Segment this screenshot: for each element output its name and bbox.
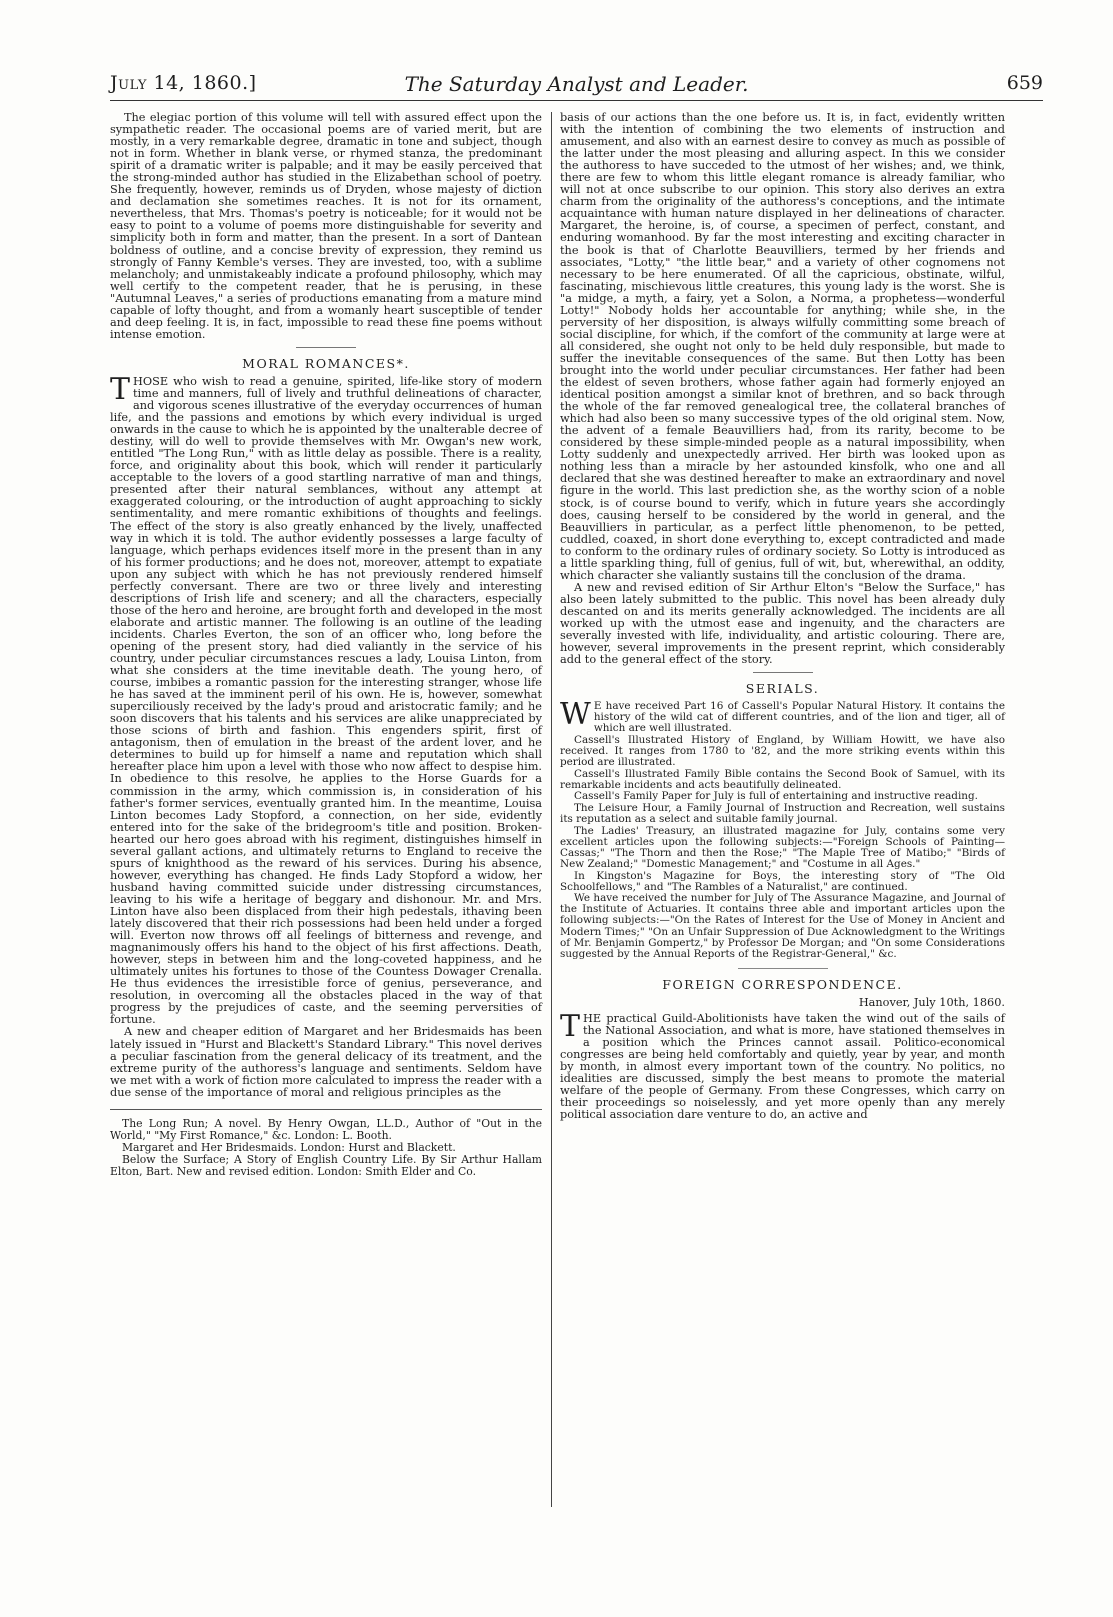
drop-cap: T [110, 371, 131, 407]
page-number: 659 [1006, 72, 1043, 94]
footnote [110, 1118, 542, 1178]
left-column [110, 112, 542, 1178]
serial-entry: The Leisure Hour, a Family Journal of Instruction and Recreation, well sustains its reputation as a select and suitable family journal. [560, 802, 1005, 826]
footnote-entry: The Long Run; A novel. By Henry Owgan, LL.D., Author of "Out in the World," "My First Romance," &c. London: L. Booth. [110, 1116, 542, 1142]
elegiac-review-paragraph: The elegiac portion of this volume will tell with assured effect upon the sympathetic reader. The occasional poems are of varied merit, but are mostly, in a very remarkable degree, dramatic in tone and subject, though not in form. Whether in blank verse, or rhymed stanza, the predominant spirit of a dramatic writer is palpable; and it may be easily perceived that the strong-minded author has studied in the Elizabethan school of poetry. She frequently, however, reminds us of Dryden, whose majesty of diction and declamation she sometimes reaches. It is not for its ornament, nevertheless, that Mrs. Thomas's poetry is noticeable; for it would not be easy to point to a volume of poems more distinguishable for severity and simplicity both in form and matter, than the present. In a sort of Dantean boldness of outline, and a concise brevity of expression, they remind us strongly of Fanny Kemble's verses. They are invested, too, with a sublime melancholy; and unmistakeably indicate a profound philosophy, which may well certify to the competent reader, that he is perusing, in these "Autumnal Leaves," a series of productions emanating from a mature mind capable of lofty thought, and from a womanly heart susceptible of tender and deep feeling. It is, in fact, impossible to read these fine poems without intense emotion. [110, 111, 542, 341]
continued-review-paragraph: basis of our actions than the one before us. It is, in fact, evidently written with the intention of combining the two elements of instruction and amusement, and also with an earnest desire to convey as much as possible of the latter under the most pleasing and alluring aspect. In this we consider the authoress to have succeded to the utmost of her wishes; and, we think, there are few to whom this little elegant romance is already familiar, who will not at once subscribe to our opinion. This story also derives an extra charm from the originality of the authoress's conceptions, and the intimate acquaintance with human nature displayed in her delineations of character. Margaret, the heroine, is, of course, a specimen of perfect, constant, and enduring womanhood. By far the most interesting and exciting character in the book is that of Charlotte Beauvilliers, termed by her friends and associates, "Lotty," "the little bear," and a variety of other cognomens not necessary to be here enumerated. Of all the capricious, obstinate, wilful, fascinating, mischievous little creatures, this young lady is the worst. She is "a midge, a myth, a fairy, yet a Solon, a Norma, a prophetess—wonderful Lotty!" Nobody holds her accountable for anything; while she, in the perversity of her disposition, is always wilfully committing some breach of social discipline, for which, if the comfort of the community at large were at all considered, she ought not only to be held duly responsible, but made to suffer the inevitable consequences of the same. But then Lotty has been brought into the world under peculiar circumstances. Her father had been the eldest of seven brothers, whose father again had formerly enjoyed an identical position amongst a similar knot of brethren, and so back through the whole of the far removed genealogical tree, the collateral branches of which had also been so many successive types of the old original stem. Now, the advent of a female Beauvilliers had, from its rarity, become to be considered by these simple-minded people as a natural impossibility, when Lotty suddenly and unexpectedly arrived. Her birth was looked upon as nothing less than a miracle by her astounded kinsfolk, who one and all declared that she was destined hereafter to make an extraordinary and novel figure in the world. This last prediction she, as the worthy scion of a noble stock, is of course bound to verify, which in future years she accordingly does, causing herself to be considered by the world in general, and the Beauvilliers in particular, as a perfect little phenomenon, to be petted, cuddled, coaxed, in short done everything to, except contradicted and made to conform to the ordinary rules of ordinary society. So Lotty is introduced as a little sparkling thing, full of genius, full of wit, but, wherewithal, an oddity, which character she valiantly sustains till the conclusion of the drama. [560, 111, 1005, 582]
issue-date: July 14, 1860.] [110, 72, 257, 94]
serial-entry: Cassell's Illustrated Family Bible contains the Second Book of Samuel, with its remarkable incidents and acts beautifully delineated. [560, 767, 1005, 791]
serial-entry: In Kingston's Magazine for Boys, the interesting story of "The Old Schoolfellows," and "The Rambles of a Naturalist," are continued. [560, 869, 1005, 893]
page-header [110, 64, 1043, 101]
drop-cap: W [560, 697, 591, 733]
publication-title: The Saturday Analyst and Leader. [404, 72, 749, 96]
drop-cap: T [560, 1008, 581, 1044]
footnote-entry: Below the Surface; A Story of English Country Life. By Sir Arthur Hallam Elton, Bart. New and revised edition. London: Smith Elder and Co. [110, 1152, 542, 1178]
serial-entry [560, 697, 1005, 735]
serial-entry: Cassell's Family Paper for July is full of entertaining and instructive reading. [574, 790, 978, 803]
serial-entry: We have received the number for July of The Assurance Magazine, and Journal of the Institute of Actuaries. It contains three able and important articles upon the following subjects:—"On the Rates of Interest for the Use of Money in Ancient and Modern Times;" "On an Unfair Suppression of Due Acknowledgment to the Writings of Mr. Benjamin Gompertz," by Professor De Morgan; and "On some Considerations suggested by the Annual Reports of the Registrar-General," &c. [560, 892, 1005, 960]
footnote-rule [110, 1109, 542, 1110]
margaret-review-paragraph: A new and cheaper edition of Margaret and her Bridesmaids has been lately issued in "Hurst and Blackett's Standard Library." This novel derives a peculiar fascination from the general delicacy of its treatment, and the extreme purity of the authoress's language and sentiments. Seldom have we met with a work of fiction more calculated to impress the reader with a due sense of the importance of moral and religious principles as the [110, 1025, 542, 1099]
moral-romances-heading: MORAL ROMANCES*. [242, 355, 410, 371]
right-column [560, 112, 1005, 1121]
serial-entry-text: E have received Part 16 of Cassell's Popular Natural History. It contains the history of the wild cat of different countries, and of the lion and tiger, all of which are well illustrated. [593, 700, 1005, 735]
serials-heading: SERIALS. [745, 681, 820, 697]
foreign-correspondence-text: HE practical Guild-Abolitionists have taken the wind out of the sails of the National Association, and what is more, have stationed themselves in a position which the Princes cannot assail. Politico-economical congresses are being held comfortably and quietly, year by year, and month by month, in almost every important town of the country. No politics, no idealities are discussed, simply the best means to promote the material welfare of the people of Germany. From these Congresses, which carry on their proceedings so noiselessly, and yet more openly than any merely political association dare venture to do, an active and [560, 1011, 1005, 1122]
footnote-entry: Margaret and Her Bridesmaids. London: Hurst and Blackett. [122, 1140, 456, 1154]
foreign-correspondence-paragraph [560, 1008, 1005, 1122]
below-the-surface-paragraph: A new and revised edition of Sir Arthur Elton's "Below the Surface," has also been lately submitted to the public. This novel has been already duly descanted on and its merits generally acknowledged. The incidents are all worked up with the utmost ease and ingenuity, and the characters are severally invested with life, individuality, and artistic colouring. There are, however, several improvements in the present reprint, which considerably add to the general effect of the story. [560, 580, 1005, 667]
serials-list [560, 697, 1005, 960]
section-separator [753, 672, 813, 673]
section-separator [738, 968, 828, 969]
serial-entry: Cassell's Illustrated History of England, by William Howitt, we have also received. It ranges from 1780 to '82, and the more striking events within this period are illustrated. [560, 733, 1005, 769]
foreign-correspondence-heading: FOREIGN CORRESPONDENCE. [662, 976, 903, 992]
moral-romances-text: HOSE who wish to read a genuine, spirited, life-like story of modern time and manners, full of lively and truthful delineations of character, and vigorous scenes illustrative of the everyday occurrences of human life, and the passions and emotions by which every individual is urged onwards in the cause to which he is appointed by the unalterable decree of destiny, will do well to provide themselves with Mr. Owgan's new work, entitled "The Long Run," with as little delay as possible. There is a reality, force, and originality about this book, which will render it particularly acceptable to the lovers of a good startling narrative of man and things, presented after their natural semblances, without any attempt at exaggerated colouring, or the introduction of aught approaching to sickly sentimentality, and mere romantic exhibitions of thoughts and feelings. The effect of the story is also greatly enhanced by the lively, unaffected way in which it is told. The author evidently possesses a large faculty of language, which perhaps evidences itself more in the present than in any of his former productions; and he does not, moreover, attempt to expatiate upon any subject with which he has not previously rendered himself perfectly conversant. There are two or three lively and interesting descriptions of Irish life and scenery; and all the characters, especially those of the hero and heroine, are brought forth and developed in the most elaborate and artistic manner. The following is an outline of the leading incidents. Charles Everton, the son of an officer who, long before the opening of the present story, had died valiantly in the service of his country, under peculiar circumstances rescues a lady, Louisa Linton, from what she considers at the time inevitable death. The young hero, of course, imbibes a romantic passion for the interesting stranger, whose life he has saved at the imminent peril of his own. He is, however, somewhat superciliously received by the lady's proud and aristocratic family; and he soon discovers that his talents and his services are alike unappreciated by those scions of birth and fashion. This engenders spirit, first of antagonism, then of emulation in the breast of the ardent lover, and he determines to build up for himself a name and reputation which shall hereafter place him upon a level with those who now affect to despise him. In obedience to this resolve, he applies to the Horse Guards for a commission in the army, which commission is, in consideration of his father's former services, eventually granted him. In the meantime, Louisa Linton becomes Lady Stopford, a connection, on her side, evidently entered into for the sake of the bridegroom's title and position. Broken-hearted our hero goes abroad with his regiment, distinguishes himself in several gallant actions, and ultimately returns to England to receive the spurs of knighthood as the reward of his services. During his absence, however, everything has changed. He finds Lady Stopford a widow, her husband having committed suicide under distressing circumstances, leaving to his wife a heritage of beggary and dishonour. Mr. and Mrs. Linton have also been displaced from their high pedestals, ithaving been lately discovered that their rich possessions had been held under a forged will. Everton now throws off all feelings of bitterness and revenge, and magnanimously offers his hand to the object of his first affections. Death, however, steps in between him and the long-coveted happiness, and he ultimately unites his fortunes to those of the Countess Dowager Crenalla. He thus evidences the irresistible force of genius, perseverance, and resolution, in overcoming all the obstacles placed in the way of that progress by the prejudices of caste, and the seeming perversities of fortune. [110, 374, 542, 1027]
section-separator [296, 347, 356, 348]
dateline: Hanover, July 10th, 1860. [858, 995, 1005, 1009]
moral-romances-paragraph [110, 371, 542, 1027]
column-divider [551, 112, 552, 1507]
serial-entry: The Ladies' Treasury, an illustrated magazine for July, contains some very excellent articles upon the following subjects:—"Foreign Schools of Painting—Cassas;" "The Thorn and then the Rose;" "The Maple Tree of Matibo;" "Birds of New Zealand;" "Domestic Management;" and "Costume in all Ages." [560, 824, 1005, 871]
